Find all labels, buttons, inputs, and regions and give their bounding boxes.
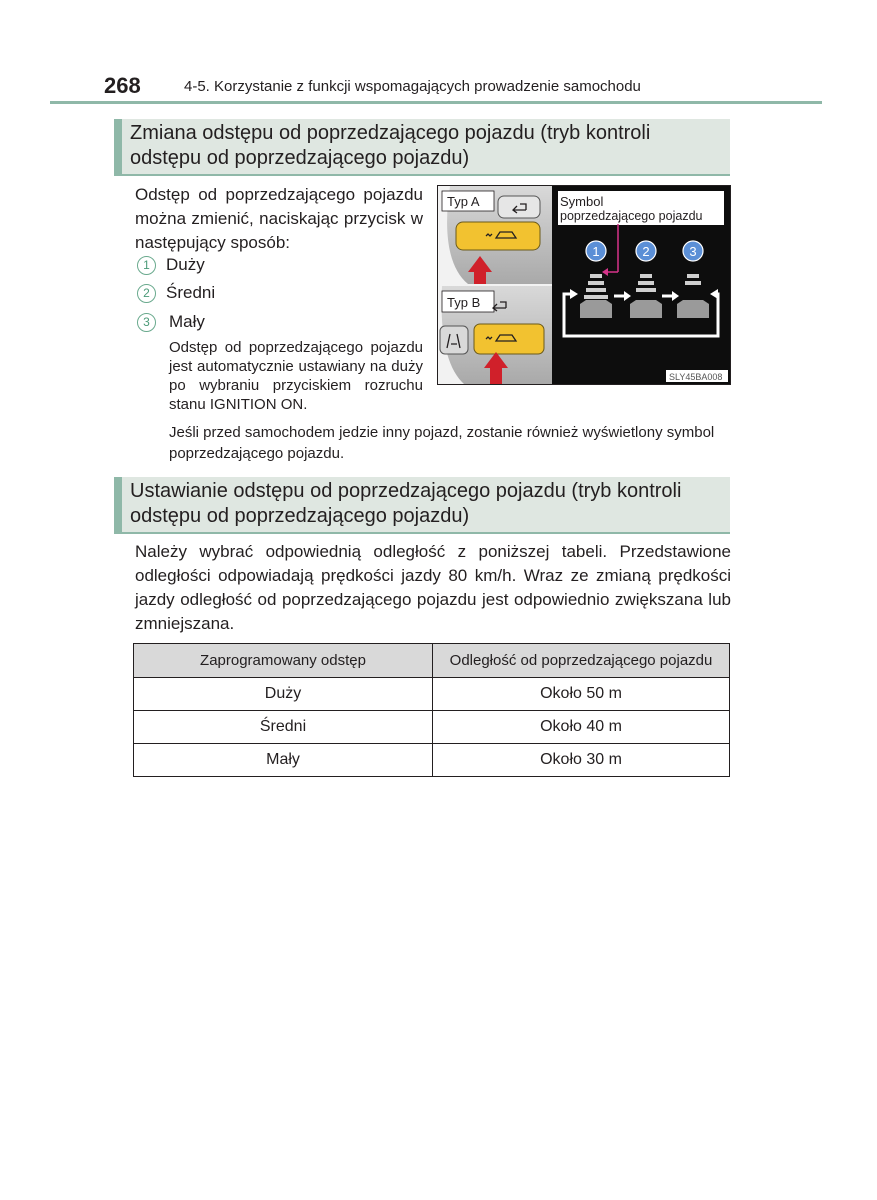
section-heading-set-distance bbox=[114, 477, 730, 532]
type-a-return-button bbox=[498, 196, 540, 218]
preceding-vehicle-note: Jeśli przed samochodem jedzie inny pojazd, zostanie również wyświetlony symbol poprzedzającego pojazdu. bbox=[169, 424, 715, 462]
table-cell: Około 40 m bbox=[433, 711, 730, 744]
distance-marker-1 bbox=[586, 241, 606, 261]
distance-marker-3 bbox=[683, 241, 703, 261]
symbol-label-line2: poprzedzającego pojazdu bbox=[560, 209, 703, 223]
figure-illustration bbox=[438, 186, 730, 384]
marker-number: 1 bbox=[592, 244, 600, 259]
option-label: Średni bbox=[166, 283, 216, 302]
option-large bbox=[137, 255, 205, 275]
table-cell: Duży bbox=[134, 678, 433, 711]
section-heading-change-distance bbox=[114, 119, 730, 174]
table-row bbox=[134, 678, 730, 711]
table-row bbox=[134, 744, 730, 777]
auto-setting-note: Odstęp od poprzedzającego pojazdu jest automatycznie ustawiany na duży po wybraniu przyciskiem rozruchu stanu IGNITION ON. bbox=[169, 339, 423, 413]
header-rule bbox=[50, 101, 822, 104]
table-cell: Średni bbox=[134, 711, 433, 744]
page-number: 268 bbox=[104, 73, 141, 98]
marker-number: 3 bbox=[689, 244, 697, 259]
type-b-lane-button bbox=[440, 326, 468, 354]
table-header-row bbox=[134, 644, 730, 678]
option-number-2: 2 bbox=[137, 284, 156, 303]
heading-line-1: Ustawianie odstępu od poprzedzającego pojazdu (tryb kontroli bbox=[130, 480, 682, 502]
type-b-distance-button bbox=[474, 324, 544, 354]
option-small bbox=[137, 312, 205, 332]
heading-line-2: odstępu od poprzedzającego pojazdu) bbox=[130, 505, 470, 527]
column-header: Zaprogramowany odstęp bbox=[134, 644, 433, 678]
distance-marker-2 bbox=[636, 241, 656, 261]
table-row bbox=[134, 711, 730, 744]
heading-line-2: odstępu od poprzedzającego pojazdu) bbox=[130, 147, 470, 169]
symbol-label-line1: Symbol bbox=[560, 194, 604, 209]
option-number-1: 1 bbox=[137, 256, 156, 275]
table-cell: Około 30 m bbox=[433, 744, 730, 777]
table-cell: Mały bbox=[134, 744, 433, 777]
column-header: Odległość od poprzedzającego pojazdu bbox=[433, 644, 730, 678]
type-b-label: Typ B bbox=[447, 295, 481, 310]
intro-text: Odstęp od poprzedzającego pojazdu można zmienić, naciskając przycisk w następujący sposób: bbox=[135, 185, 423, 252]
distance-paragraph: Należy wybrać odpowiednią odległość z poniższej tabeli. Przedstawione odległości odpowiadają prędkości jazdy 80 km/h. Wraz ze zmianą prędkości jazdy odległość od poprzedzającego pojazdu jest odpowiednio zwiększana lub zmniejszana. bbox=[135, 542, 731, 633]
heading-line-1: Zmiana odstępu od poprzedzającego pojazdu (tryb kontroli bbox=[130, 122, 651, 144]
image-code: SLY45BA008 bbox=[669, 372, 723, 382]
distance-button-figure bbox=[437, 185, 731, 385]
option-medium bbox=[137, 283, 215, 303]
distance-table bbox=[133, 643, 730, 777]
option-label: Duży bbox=[166, 255, 205, 274]
option-label: Mały bbox=[169, 312, 205, 331]
option-number-3: 3 bbox=[137, 313, 156, 332]
type-a-label: Typ A bbox=[447, 194, 480, 209]
chapter-title: 4-5. Korzystanie z funkcji wspomagających prowadzenie samochodu bbox=[184, 78, 641, 95]
marker-number: 2 bbox=[642, 244, 650, 259]
table-cell: Około 50 m bbox=[433, 678, 730, 711]
